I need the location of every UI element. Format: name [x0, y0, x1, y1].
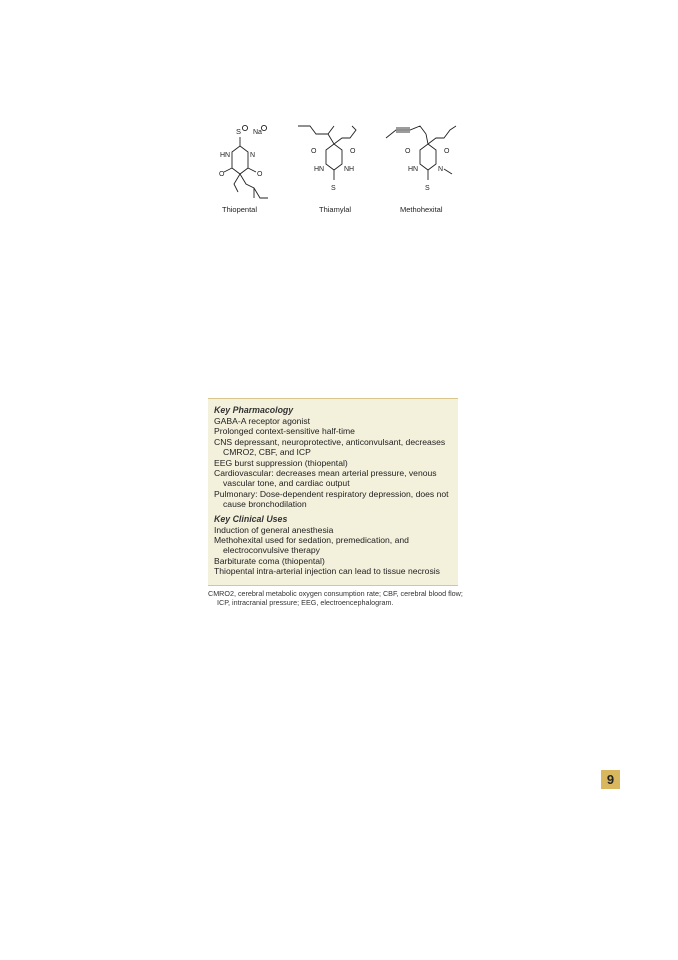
list-item: Cardiovascular: decreases mean arterial pressure, venous vascular tone, and cardiac output	[214, 468, 437, 489]
list-item: Pulmonary: Dose-dependent respiratory depression, does not cause bronchodilation	[214, 488, 449, 510]
footnote-text: CMRO2, cerebral metabolic oxygen consumption rate; CBF, cerebral blood flow; ICP, intracranial pressure; EEG, electroencephalogram.	[208, 589, 463, 608]
list-item: Methohexital used for sedation, premedication, and electroconvulsive therapy	[214, 535, 409, 556]
atom-o: O	[219, 171, 225, 178]
compound-label-thiamylal: Thiamylal	[319, 205, 352, 214]
atom-o: O	[311, 148, 317, 155]
key-pharmacology-box	[208, 398, 458, 586]
pharmacology-heading: Key Pharmacology	[214, 405, 294, 415]
page-number-badge: 9	[601, 770, 620, 789]
abbreviation-footnote	[208, 589, 468, 608]
atom-s: S	[331, 185, 336, 192]
atom-hn: HN	[408, 166, 419, 173]
atom-n: N	[438, 166, 444, 173]
list-item: Thiopental intra-arterial injection can lead to tissue necrosis	[214, 566, 440, 577]
list-item: Induction of general anesthesia	[214, 524, 334, 535]
list-item: CNS depressant, neuroprotective, anticonvulsant, decreases CMRO2, CBF, and ICP	[214, 436, 446, 458]
atom-hn: HN	[220, 152, 231, 159]
list-item: GABA-A receptor agonist	[214, 416, 311, 426]
atom-o: O	[257, 171, 263, 178]
compound-label-methohexital: Methohexital	[400, 205, 443, 214]
atom-na: Na	[253, 129, 262, 136]
list-item: Prolonged context-sensitive half-time	[214, 426, 355, 437]
list-item: EEG burst suppression (thiopental)	[214, 457, 348, 468]
methohexital-structure	[386, 126, 456, 214]
atom-o: O	[405, 148, 411, 155]
clinical-uses-list	[214, 525, 452, 577]
atom-nh: NH	[344, 166, 355, 173]
list-item: Barbiturate coma (thiopental)	[214, 555, 325, 566]
thiopental-structure	[219, 125, 268, 214]
atom-o: O	[350, 148, 356, 155]
atom-hn: HN	[314, 166, 325, 173]
atom-n: N	[250, 152, 256, 159]
clinical-uses-heading: Key Clinical Uses	[214, 513, 288, 524]
compound-label-thiopental: Thiopental	[222, 205, 258, 214]
chemical-structures-figure	[200, 112, 480, 220]
atom-s: S	[236, 127, 242, 136]
thiamylal-structure	[298, 126, 356, 214]
pharmacology-list	[214, 416, 452, 510]
atom-o: O	[444, 148, 450, 155]
atom-s: S	[425, 185, 430, 192]
